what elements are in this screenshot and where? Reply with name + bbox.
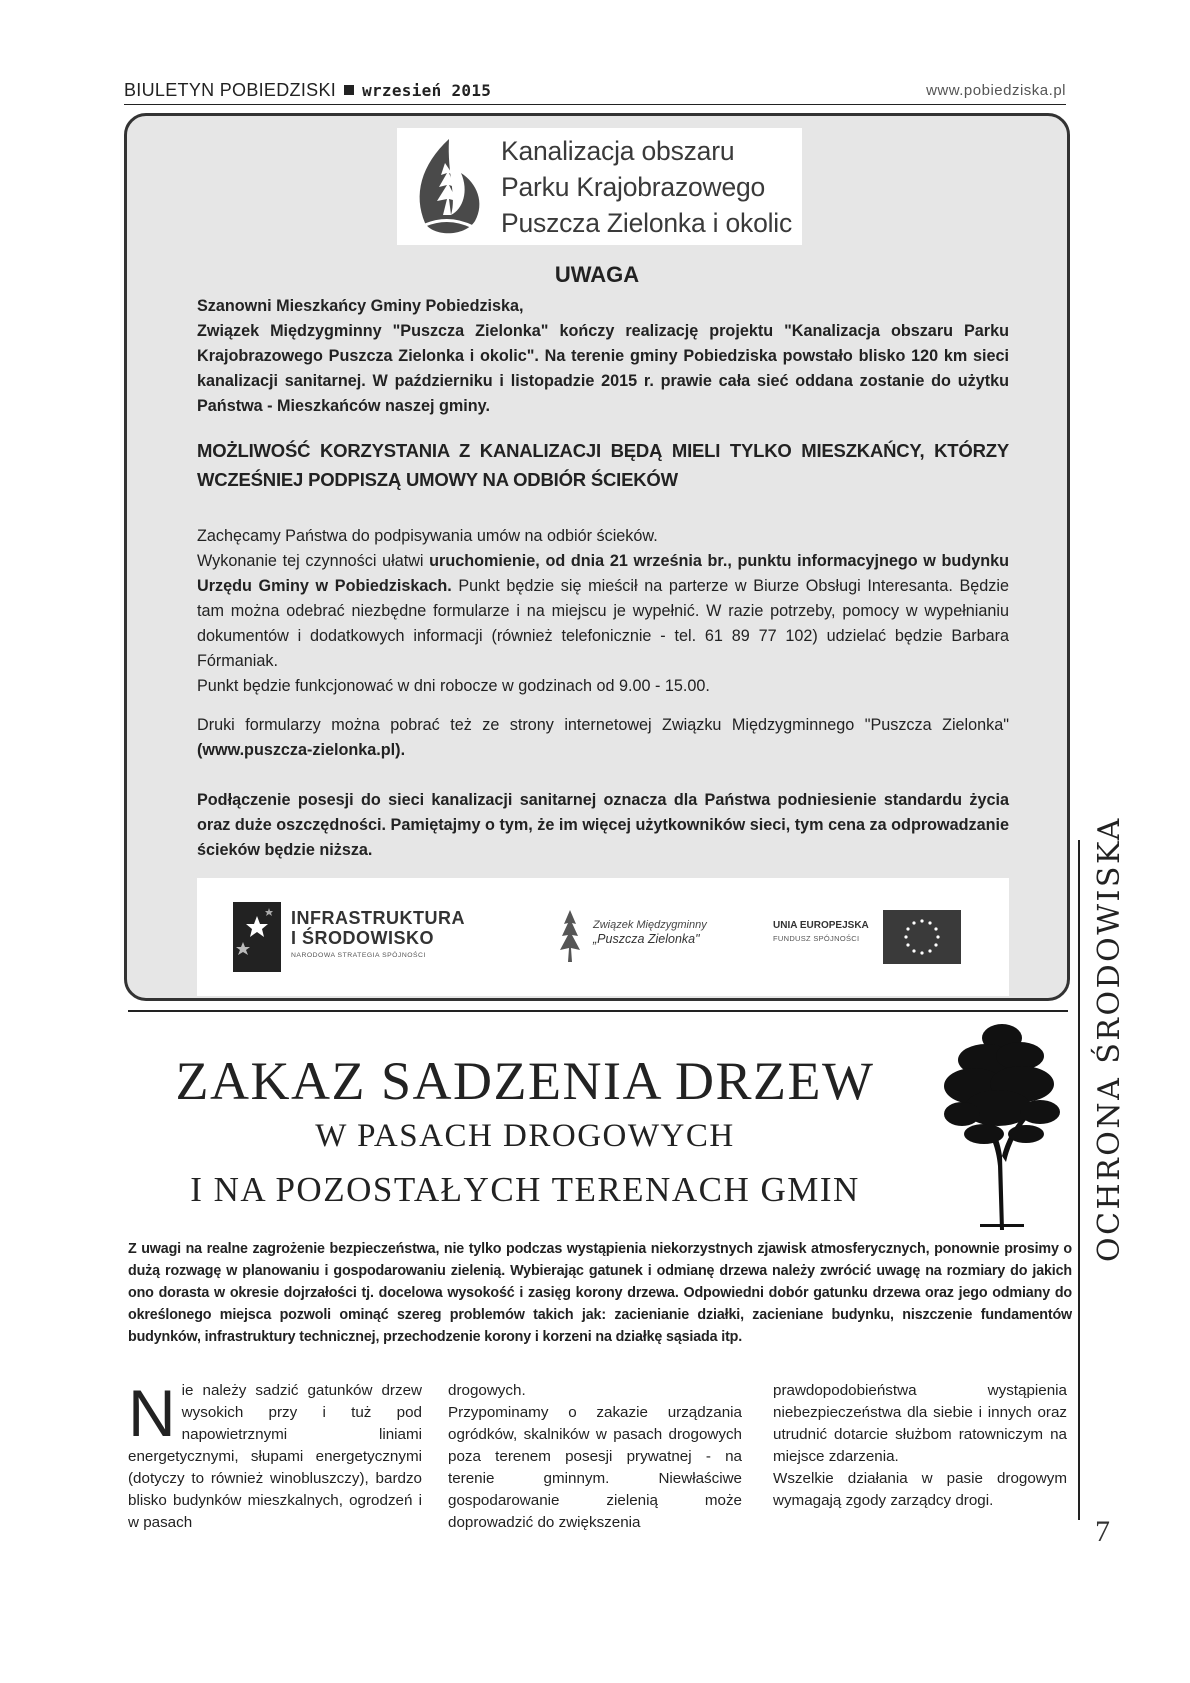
- notice-paragraph-3: [197, 524, 1009, 699]
- logo-text-line3: Puszcza Zielonka i okolic: [501, 207, 793, 238]
- zwiazek-logo: [555, 908, 725, 968]
- logo-text-line1: Kanalizacja obszaru: [501, 135, 735, 166]
- column-2-text-a: drogowych.: [448, 1382, 526, 1399]
- office-hours: Punkt będzie funkcjonować w dni robocze w godzinach od 9.00 - 15.00.: [197, 677, 710, 695]
- info-point-bold: uruchomienie, od dnia 21 września br., punktu informacyjnego w budynku Urzędu Gminy w Pobiedziskach.: [197, 552, 1009, 595]
- drop-cap: N: [128, 1376, 176, 1450]
- column-1-text: ie należy sadzić gatunków drzew wysokich przy i tuż pod napowietrznymi liniami energetycznymi, słupami energetycznymi (dotyczy to również winobluszczy), bardzo blisko budynków mieszkalnych, ogrodzeń i w pasach: [128, 1382, 422, 1531]
- article-lead: Z uwagi na realne zagrożenie bezpieczeństwa, nie tylko podczas wystąpienia niekorzystnych zjawisk atmosferycznych, ponownie prosimy o dużą rozwagę w planowaniu i gospodarowaniu zielenią. Wybierając gatunek i odmianę drzewa należy zwrócić uwagę na rozmiary do jakich ono dorasta w okresie dojrzałości tj. docelowa wysokość i zasięg korony drzewa. Odpowiedni dobór gatunku drzewa oraz jego odmiany do określonego miejsca pozwoli ominąć szereg problemów takich jak: zacienianie działki, zacieniane budynku, niszczenie fundamentów budynków, infrastruktury technicznej, przechodzenie korony i korzeni na działkę sąsiada itp.: [128, 1241, 1072, 1345]
- forms-info: Druki formularzy można pobrać też ze strony internetowej Związku Międzygminnego "Puszcza Zielonka": [197, 716, 1009, 734]
- encouragement: Zachęcamy Państwa do podpisywania umów na odbiór ścieków.: [197, 527, 658, 545]
- notice-paragraph-5: Podłączenie posesji do sieci kanalizacji sanitarnej oznacza dla Państwa podniesienie standardu życia oraz duże oszczędności. Pamiętajmy o tym, że im więcej użytkowników sieci, tym cena za odprowadzanie ścieków będzie niższa.: [197, 791, 1009, 859]
- header-left: [124, 80, 491, 101]
- section-label: OCHRONA ŚRODOWISKA: [1092, 816, 1127, 1262]
- project-info: Związek Międzygminny "Puszcza Zielonka" kończy realizację projektu "Kanalizacja obszaru Parku Krajobrazowego Puszcza Zielonka i okolic". Na terenie gminy Pobiedziska powstało blisko 120 km sieci kanalizacji sanitarnej. W październiku i listopadzie 2015 r. prawie cała sieć oddana zostanie do użytku Państwa - Mieszkańców naszej gminy.: [197, 322, 1009, 415]
- article-title-line1: ZAKAZ SADZENIA DRZEW: [175, 1051, 875, 1111]
- notice-box: [124, 113, 1070, 1001]
- infrastruktura-logo: [233, 902, 473, 972]
- notice-paragraph-1: [197, 294, 1009, 419]
- pine-tree-illustration-icon: [940, 1016, 1065, 1230]
- column-2-text-b: Przypominamy o zakazie urządzania ogródków, skalników w pasach drogowych poza terenem posesji prywatnej - na terenie gminnym. Niewłaściwe gospodarowanie zielenią może doprowadzić do zwiększenia: [448, 1404, 742, 1531]
- page-header: [124, 78, 1066, 105]
- zwiazek-text-line1: Związek Międzygminny: [593, 919, 707, 931]
- eu-logo: [773, 910, 963, 964]
- infra-text-line3: NARODOWA STRATEGIA SPÓJNOŚCI: [291, 952, 426, 959]
- publication-name: BIULETYN POBIEDZISKI: [124, 80, 337, 100]
- article-column-3: [773, 1380, 1067, 1512]
- side-rule: [1078, 840, 1080, 1520]
- infra-text-line1: INFRASTRUKTURA: [291, 908, 465, 928]
- zwiazek-tree-icon: [555, 908, 585, 964]
- notice-heading: UWAGA: [554, 262, 640, 287]
- funding-logos: [197, 878, 1009, 996]
- project-logo: [397, 128, 802, 245]
- column-3-text-b: Wszelkie działania w pasie drogowym wymagają zgody zarządcy drogi.: [773, 1470, 1067, 1509]
- notice-warning: MOŻLIWOŚĆ KORZYSTANIA Z KANALIZACJI BĘDĄ MIELI TYLKO MIESZKAŃCY, KTÓRZY WCZEŚNIEJ PODPISZĄ UMOWY NA ODBIÓR ŚCIEKÓW: [197, 440, 1009, 490]
- section-divider: [128, 1010, 1068, 1012]
- article-title-line3: I NA POZOSTAŁYCH TERENACH GMIN: [190, 1170, 860, 1209]
- article-column-1: [128, 1376, 422, 1534]
- article-title-line2: W PASACH DROGOWYCH: [315, 1118, 735, 1154]
- tree-flame-logo-icon: [411, 135, 487, 239]
- article-column-2: [448, 1380, 742, 1534]
- notice-paragraph-4: [197, 713, 1009, 763]
- eu-flag-icon: [883, 910, 961, 964]
- infrastruktura-flag-icon: [233, 902, 281, 972]
- infra-text-line2: I ŚRODOWISKO: [291, 928, 435, 948]
- logo-text-line2: Parku Krajobrazowego: [501, 171, 766, 202]
- issue-date: wrzesień 2015: [362, 81, 492, 100]
- info-point-post: Punkt będzie się mieścił na parterze w Biurze Obsługi Interesanta. Będzie tam można odebrać niezbędne formularze i na miejscu je wypełnić. W razie potrzeby, pomocy w wypełnianiu dokumentów i dodatkowych informacji (również telefonicznie - tel. 61 89 77 102) udzielać będzie Barbara Fórmaniak.: [197, 577, 1009, 670]
- website-url[interactable]: www.pobiedziska.pl: [926, 82, 1066, 99]
- column-3-text-a: prawdopodobieństwa wystąpienia niebezpieczeństwa dla siebie i innych oraz utrudnić dotarcie służbom ratowniczym na miejsce zdarzenia.: [773, 1382, 1067, 1465]
- square-separator-icon: [344, 85, 354, 95]
- page-number: 7: [1095, 1515, 1110, 1548]
- greeting: Szanowni Mieszkańcy Gminy Pobiedziska,: [197, 297, 524, 315]
- eu-text-line1: UNIA EUROPEJSKA: [773, 920, 869, 931]
- zwiazek-text-line2: „Puszcza Zielonka": [593, 932, 700, 946]
- eu-text-line2: FUNDUSZ SPÓJNOŚCI: [773, 934, 860, 943]
- forms-website-link[interactable]: (www.puszcza-zielonka.pl).: [197, 741, 406, 759]
- info-point-pre: Wykonanie tej czynności ułatwi: [197, 552, 430, 570]
